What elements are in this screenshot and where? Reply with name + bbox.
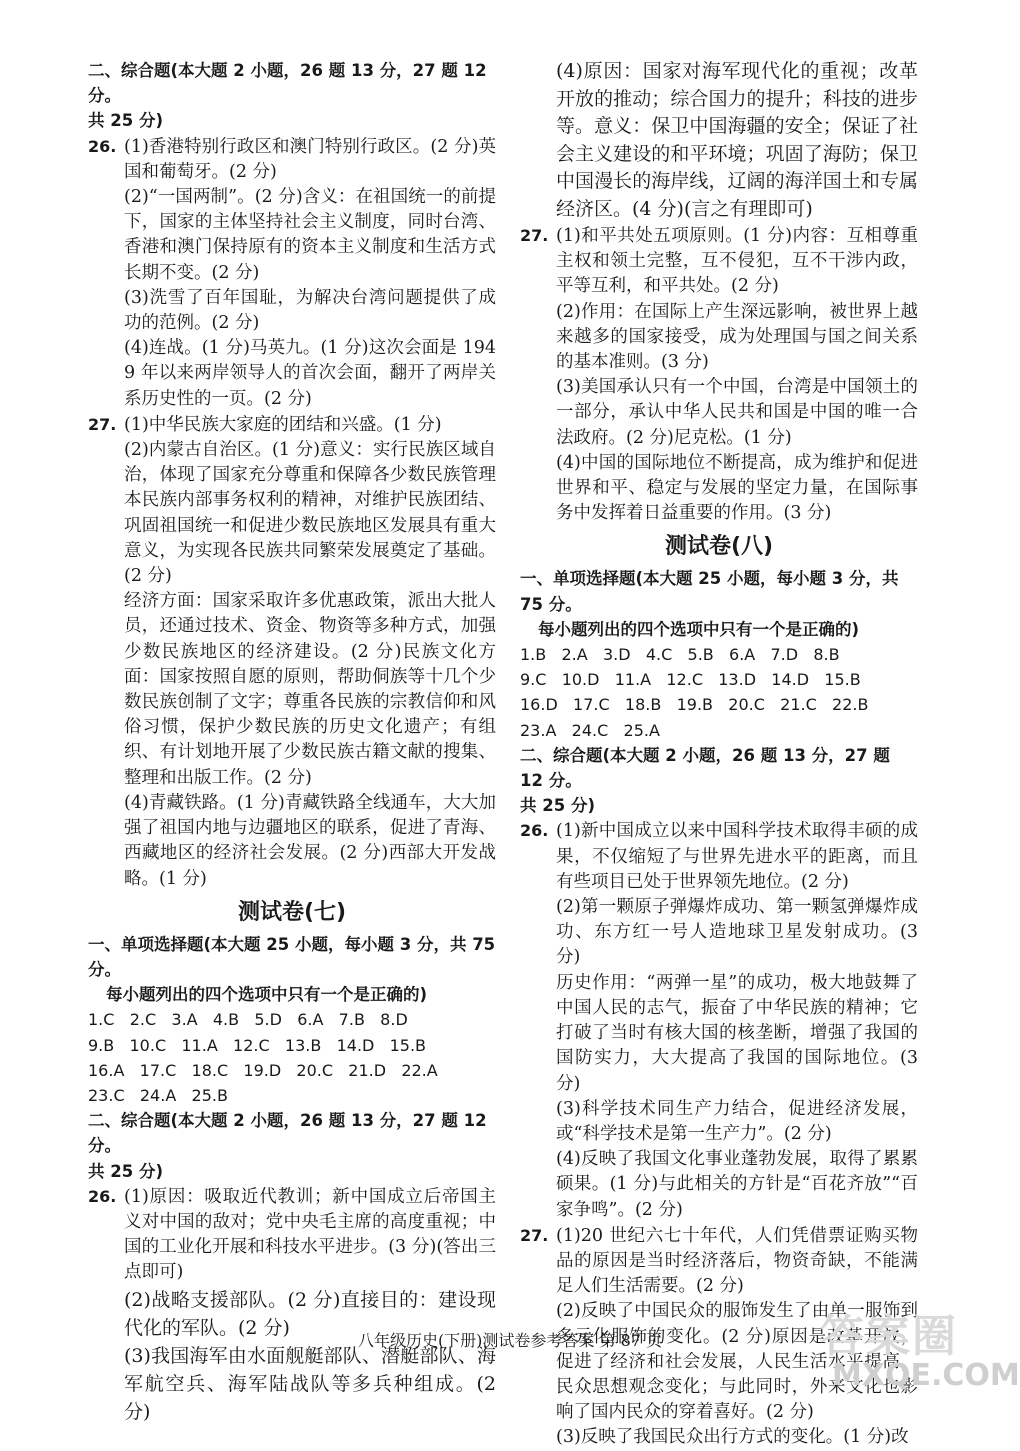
question-number: 27. [520,1225,549,1245]
section-heading: 一、单项选择题(本大题 25 小题，每小题 3 分，共 75 分。 [520,569,899,614]
answer-paragraph: (4)原因：国家对海军现代化的重视；改革开放的推动；综合国力的提升；科技的进步等。意义：保卫中国海疆的安全；保证了社会主义建设的和平环境；巩固了海防；保卫中国漫长的海岸线，辽阔的海洋国土和专属经济区。(4 分)(言之有理即可) [556,60,918,220]
answer-row: 16.D 17.C 18.B 19.B 20.C 21.C 22.B [520,695,869,715]
question-number: 26. [88,136,117,156]
answer-paragraph: (2)内蒙古自治区。(1 分)意义：实行民族区域自治，体现了国家充分尊重和保障各少数民族管理本民族内部事务权利的精神，对维护民族团结、巩固祖国统一和促进少数民族地区发展具有重大意义，为实现各民族共同繁荣发展奠定了基础。(2 分) [124,440,496,587]
answer-row: 9.C 10.D 11.A 12.C 13.D 14.D 15.B [520,670,861,690]
question-number: 26. [520,821,549,841]
question-number: 27. [520,226,549,245]
section-heading-cont: 共 25 分) [88,1161,163,1181]
left-column [88,58,496,1426]
answer-paragraph: (3)洗雪了百年国耻，为解决台湾问题提供了成功的范例。(2 分) [124,287,496,334]
section-heading-cont: 共 25 分) [88,111,163,131]
answer-row: 16.A 17.C 18.C 19.D 20.C 21.D 22.A [88,1060,438,1080]
answer-row: 23.C 24.A 25.B [88,1085,228,1105]
answer-row: 1.C 2.C 3.A 4.B 5.D 6.A 7.B 8.D [88,1010,408,1030]
question-number: 27. [88,414,117,434]
section-heading-cont: 共 25 分) [520,796,595,816]
answer-paragraph: 26. (1)香港特别行政区和澳门特别行政区。(2 分)英国和葡萄牙。(2 分) [88,134,496,185]
section-heading: 一、单项选择题(本大题 25 小题，每小题 3 分，共 75 分。 [88,934,496,979]
answer-paragraph: 26. (1)新中国成立以来中国科学技术取得丰硕的成果，不仅缩短了与世界先进水平的距离，而且有些项目已处于世界领先地位。(2 分) [520,818,918,895]
section-heading: 二、综合题(本大题 2 小题，26 题 13 分，27 题 12 分。 [520,745,890,791]
section-subheading: 每小题列出的四个选项中只有一个是正确的) [106,985,428,1005]
answer-paragraph: (4)青藏铁路。(1 分)青藏铁路全线通车，大大加强了祖国内地与边疆地区的联系，促进了青海、西藏地区的经济社会发展。(2 分)西部大开发战略。(1 分) [124,792,496,889]
answer-row: 23.A 24.C 25.A [520,720,660,740]
answer-paragraph: (2)战略支援部队。(2 分)直接目的：建设现代化的军队。(2 分) [124,1288,496,1339]
answer-paragraph: (3)反映了我国民众出行方式的变化。(1 分)改 [556,1427,909,1448]
right-column [520,58,918,1451]
page-footer: 八年级历史(下册)测试卷参考答案 第 87 页 [357,1331,663,1350]
answer-paragraph: 历史作用：“两弹一星”的成功，极大地鼓舞了中国人民的志气，振奋了中华民族的精神；它打破了当时有核大国的核垄断，增强了我国的国防实力，大大提高了我国的国际地位。(3 分) [556,972,918,1094]
answer-paragraph: 27. (1)中华民族大家庭的团结和兴盛。(1 分) [88,412,496,438]
question-number: 26. [88,1186,117,1206]
site-watermark-logo [820,1300,1020,1400]
answer-paragraph: 27. (1)20 世纪六七十年代，人们凭借票证购买物品的原因是当时经济落后，物资奇缺，不能满足人们生活需要。(2 分) [520,1223,918,1300]
section-heading: 二、综合题(本大题 2 小题，26 题 13 分，27 题 12 分。 [88,61,487,106]
answer-paragraph: (2)第一颗原子弹爆炸成功、第一颗氢弹爆炸成功、东方红一号人造地球卫星发射成功。(3 分) [556,897,918,968]
answer-paragraph: (2)“一国两制”。(2 分)含义：在祖国统一的前提下，国家的主体坚持社会主义制度，同时台湾、香港和澳门保持原有的资本主义制度和生活方式长期不变。(2 分) [124,187,496,283]
answer-paragraph: (2)反映了中国民众的服饰发生了由单一服饰到多元化服饰的变化。(2 分)原因是改革开放，促进了经济和社会发展，人民生活水平提高，民众思想观念变化；与此同时，外来文化也影响了国内民众的穿着喜好。(2 分) [556,1301,918,1423]
answer-row: 1.B 2.A 3.D 4.C 5.B 6.A 7.D 8.B [520,645,840,665]
answer-paragraph: (3)我国海军由水面舰艇部队、潜艇部队、海军航空兵、海军陆战队等多兵种组成。(2 分) [124,1344,496,1423]
test-title: 测试卷(八) [664,534,774,560]
watermark-main-text: 答案圈 [820,1311,958,1362]
answer-paragraph: (4)中国的国际地位不断提高，成为维护和促进世界和平、稳定与发展的坚定力量，在国际事务中发挥着日益重要的作用。(3 分) [556,452,918,524]
answer-paragraph: (4)反映了我国文化事业蓬勃发展，取得了累累硕果。(1 分)与此相关的方针是“百花齐放”“百家争鸣”。(2 分) [556,1149,918,1220]
section-subheading: 每小题列出的四个选项中只有一个是正确的) [538,619,860,639]
watermark-sub-text: MXQE.COM [832,1358,1020,1393]
answer-paragraph: (3)美国承认只有一个中国，台湾是中国领土的一部分，承认中华人民共和国是中国的唯一合法政府。(2 分)尼克松。(1 分) [556,377,918,448]
answer-paragraph: (4)连战。(1 分)马英九。(1 分)这次会面是 1949 年以来两岸领导人的首次会面，翻开了两岸关系历史性的一页。(2 分) [124,338,496,409]
answer-row: 9.B 10.C 11.A 12.C 13.B 14.D 15.B [88,1035,427,1055]
answer-paragraph: (3)科学技术同生产力结合，促进经济发展，或“科学技术是第一生产力”。(2 分) [556,1098,918,1144]
section-heading: 二、综合题(本大题 2 小题，26 题 13 分，27 题 12 分。 [88,1111,487,1156]
answer-paragraph: (2)作用：在国际上产生深远影响，被世界上越来越多的国家接受，成为处理国与国之间关系的基本准则。(3 分) [556,301,918,373]
answer-paragraph: 26. (1)原因：吸取近代教训；新中国成立后帝国主义对中国的敌对；党中央毛主席的高度重视；中国的工业化开展和科技水平进步。(3 分)(答出三点即可) [88,1184,496,1286]
answer-paragraph: 经济方面：国家采取许多优惠政策，派出大批人员，还通过技术、资金、物资等多种方式，加强少数民族地区的经济建设。(2 分)民族文化方面：国家按照自愿的原则，帮助侗族等十几个少数民族创制了文字；尊重各民族的宗教信仰和风俗习惯，保护少数民族的历史文化遗产；有组织、有计划地开展了少数民族古籍文献的搜集、整理和出版工作。(2 分) [124,591,496,788]
answer-paragraph: 27. (1)和平共处五项原则。(1 分)内容：互相尊重主权和领土完整，互不侵犯，互不干涉内政，平等互利，和平共处。(2 分) [520,223,918,300]
test-title: 测试卷(七) [237,899,347,925]
